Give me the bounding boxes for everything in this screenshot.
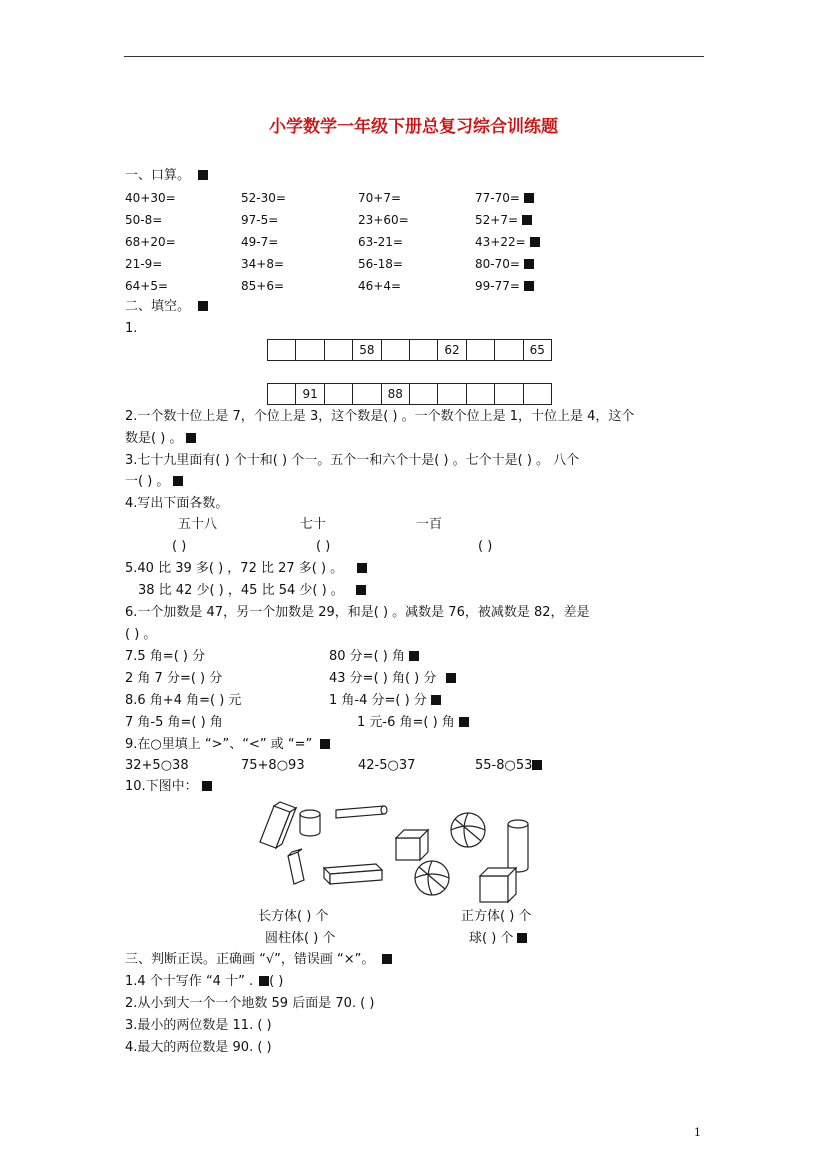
q9-item-4-text: 55-8○53 <box>475 758 533 773</box>
calc-item <box>358 212 409 228</box>
sequence-cell[interactable] <box>466 340 494 361</box>
q2-line2-text: 数是( ) 。 <box>125 431 183 446</box>
sequence-cell[interactable] <box>495 384 523 405</box>
s3-item-1-text: 1.4 个十写作 “4 十” . <box>125 974 254 989</box>
q4-word-3: 一百 <box>416 517 443 532</box>
calc-item <box>358 256 403 272</box>
q10-prompt-text: 10.下图中： <box>125 779 198 794</box>
calc-item-text: 77-70= <box>475 191 520 205</box>
cuboid-shape-3 <box>324 864 382 884</box>
sequence-cell[interactable] <box>466 384 494 405</box>
ball-shape-1 <box>451 813 485 847</box>
black-square-icon <box>522 215 532 225</box>
q10-b1: 圆柱体( ) 个 <box>265 931 336 946</box>
calc-item-text: 43+22= <box>475 235 526 249</box>
q7-a2 <box>329 648 419 666</box>
q4-blank-3[interactable]: ( ) <box>478 539 493 554</box>
s3-item-2: 2.从小到大一个一个地数 59 后面是 70. ( ) <box>125 996 375 1011</box>
q5-line1-text: 5.40 比 39 多( ) ，72 比 27 多( ) 。 <box>125 561 344 576</box>
calc-item-text: 85+6= <box>241 279 285 293</box>
calc-item-text: 50-8= <box>125 213 163 227</box>
q5-line2-text: 38 比 42 少( ) ，45 比 54 少( ) 。 <box>138 583 344 598</box>
q9-prompt-text: 9.在○里填上 “>”、“<” 或 “=” <box>125 737 313 752</box>
calc-item-text: 46+4= <box>358 279 402 293</box>
calc-item <box>475 212 532 228</box>
black-square-icon <box>446 673 456 683</box>
header-rule <box>124 56 704 57</box>
s3-item-4: 4.最大的两位数是 90. ( ) <box>125 1040 272 1055</box>
sequence-cell[interactable]: 65 <box>523 340 551 361</box>
q6-line2: ( ) 。 <box>125 627 157 642</box>
calc-item-text: 68+20= <box>125 235 176 249</box>
q4-word-2: 七十 <box>300 517 327 532</box>
calc-item-text: 64+5= <box>125 279 169 293</box>
sequence-cell[interactable] <box>495 340 523 361</box>
sequence-cell[interactable]: 58 <box>353 340 381 361</box>
q8-b2 <box>357 714 469 732</box>
sequence-cell[interactable] <box>381 340 409 361</box>
q10-a1: 长方体( ) 个 <box>258 909 329 924</box>
calc-item <box>241 212 278 228</box>
cuboid-shape-2 <box>288 849 304 884</box>
calc-item-text: 34+8= <box>241 257 285 271</box>
black-square-icon <box>517 933 527 943</box>
black-square-icon <box>202 781 212 791</box>
q7-a1: 7.5 角=( ) 分 <box>125 649 206 664</box>
sequence-cell[interactable] <box>324 384 352 405</box>
calc-item-text: 52+7= <box>475 213 519 227</box>
calc-item <box>358 278 401 294</box>
section2-heading-text: 二、填空。 <box>125 299 191 314</box>
q5-line1 <box>125 560 367 578</box>
q3-line1: 3.七十九里面有( ) 个十和( ) 个一。五个一和六个十是( ) 。七个十是( ) 。 八个 <box>125 453 580 468</box>
q8-a1: 8.6 角+4 角=( ) 元 <box>125 693 242 708</box>
calc-item <box>241 278 284 294</box>
black-square-icon <box>320 739 330 749</box>
sequence-cell[interactable] <box>268 384 296 405</box>
black-square-icon <box>524 259 534 269</box>
q4-prompt: 4.写出下面各数。 <box>125 496 229 511</box>
q8-b1: 7 角-5 角=( ) 角 <box>125 715 223 730</box>
sequence-cell[interactable]: 91 <box>296 384 324 405</box>
calc-item <box>125 190 176 206</box>
page-number: 1 <box>694 1126 701 1139</box>
sequence-cell[interactable]: 62 <box>438 340 466 361</box>
cube-shape-1 <box>396 830 428 860</box>
cylinder-shape-3 <box>508 820 528 872</box>
calc-item-text: 49-7= <box>241 235 279 249</box>
calc-item-text: 23+60= <box>358 213 409 227</box>
q4-blank-1[interactable]: ( ) <box>172 539 187 554</box>
calc-item-text: 40+30= <box>125 191 176 205</box>
q2-line1: 2.一个数十位上是 7，个位上是 3，这个数是( ) 。一个数个位上是 1，十位上是 4，这个 <box>125 409 635 424</box>
black-square-icon <box>530 237 540 247</box>
black-square-icon <box>198 170 208 180</box>
black-square-icon <box>459 717 469 727</box>
page-title: 小学数学一年级下册总复习综合训练题 <box>269 117 558 137</box>
sequence-cell[interactable]: 88 <box>381 384 409 405</box>
solid-shapes-figure <box>248 800 538 910</box>
ball-shape-2 <box>415 861 449 895</box>
section3-heading-text: 三、判断正误。正确画 “√”，错误画 “×”。 <box>125 952 375 967</box>
q8-b2-text: 1 元-6 角=( ) 角 <box>357 715 455 730</box>
q1-label: 1. <box>125 321 138 336</box>
section2-heading <box>125 298 208 316</box>
s3-item-3: 3.最小的两位数是 11. ( ) <box>125 1018 272 1033</box>
sequence-cell[interactable] <box>409 340 437 361</box>
calc-item <box>125 256 162 272</box>
q7-a2-text: 80 分=( ) 角 <box>329 649 405 664</box>
black-square-icon <box>524 193 534 203</box>
black-square-icon <box>409 651 419 661</box>
q7-b1: 2 角 7 分=( ) 分 <box>125 671 223 686</box>
q8-a2 <box>329 692 441 710</box>
q10-prompt <box>125 778 212 796</box>
q7-b2-text: 43 分=( ) 角( ) 分 <box>329 671 437 686</box>
calc-item-text: 70+7= <box>358 191 402 205</box>
calc-item <box>475 256 534 272</box>
q7-b2 <box>329 670 456 688</box>
black-square-icon <box>198 301 208 311</box>
q9-item-3: 42-5○37 <box>358 758 416 773</box>
q4-blank-2[interactable]: ( ) <box>316 539 331 554</box>
number-sequence-row2 <box>267 383 552 405</box>
calc-item <box>358 190 401 206</box>
section1-heading-text: 一、口算。 <box>125 168 191 183</box>
black-square-icon <box>382 954 392 964</box>
black-square-icon <box>524 281 534 291</box>
sequence-cell[interactable] <box>523 384 551 405</box>
q3-line2 <box>125 473 183 491</box>
q9-item-4 <box>475 758 542 774</box>
section1-heading <box>125 167 208 185</box>
calc-item <box>125 212 162 228</box>
q9-item-1: 32+5○38 <box>125 758 189 773</box>
sequence-cell[interactable] <box>268 340 296 361</box>
q8-a2-text: 1 角-4 分=( ) 分 <box>329 693 427 708</box>
q3-line2-text: 一( ) 。 <box>125 474 170 489</box>
q9-item-2: 75+8○93 <box>241 758 305 773</box>
calc-item-text: 97-5= <box>241 213 279 227</box>
calc-item <box>241 256 284 272</box>
black-square-icon <box>532 760 542 770</box>
calc-item <box>125 278 168 294</box>
cuboid-shape-1 <box>260 802 296 848</box>
black-square-icon <box>173 476 183 486</box>
s3-item-1-blank[interactable]: ( ) <box>269 974 284 989</box>
cylinder-shape-1 <box>300 810 320 836</box>
black-square-icon <box>357 563 367 573</box>
q2-line2 <box>125 430 196 448</box>
calc-item <box>475 278 534 294</box>
calc-item-text: 56-18= <box>358 257 403 271</box>
section3-heading <box>125 951 392 969</box>
calc-item <box>241 190 286 206</box>
calc-item-text: 52-30= <box>241 191 286 205</box>
sequence-cell[interactable] <box>296 340 324 361</box>
black-square-icon <box>186 433 196 443</box>
s3-item-1 <box>125 973 283 991</box>
black-square-icon <box>259 976 269 986</box>
q9-prompt <box>125 736 330 754</box>
cylinder-shape-2 <box>336 806 387 818</box>
q4-word-1: 五十八 <box>178 517 218 532</box>
q10-b2-text: 球( ) 个 <box>469 931 514 946</box>
sequence-cell[interactable] <box>438 384 466 405</box>
sequence-cell[interactable] <box>324 340 352 361</box>
q10-a2: 正方体( ) 个 <box>461 909 532 924</box>
black-square-icon <box>356 585 366 595</box>
cube-shape-2 <box>480 868 516 902</box>
q6-line1: 6.一个加数是 47，另一个加数是 29，和是( ) 。减数是 76，被减数是 82，差是 <box>125 605 590 620</box>
q5-line2 <box>138 582 366 600</box>
calc-item-text: 99-77= <box>475 279 520 293</box>
sequence-cell[interactable] <box>409 384 437 405</box>
calc-item-text: 63-21= <box>358 235 403 249</box>
calc-item <box>475 234 540 250</box>
calc-item <box>241 234 278 250</box>
sequence-cell[interactable] <box>353 384 381 405</box>
calc-item-text: 80-70= <box>475 257 520 271</box>
q10-b2 <box>469 930 527 948</box>
calc-item <box>358 234 403 250</box>
calc-item <box>475 190 534 206</box>
calc-item <box>125 234 176 250</box>
calc-item-text: 21-9= <box>125 257 163 271</box>
black-square-icon <box>431 695 441 705</box>
number-sequence-row1 <box>267 339 552 361</box>
